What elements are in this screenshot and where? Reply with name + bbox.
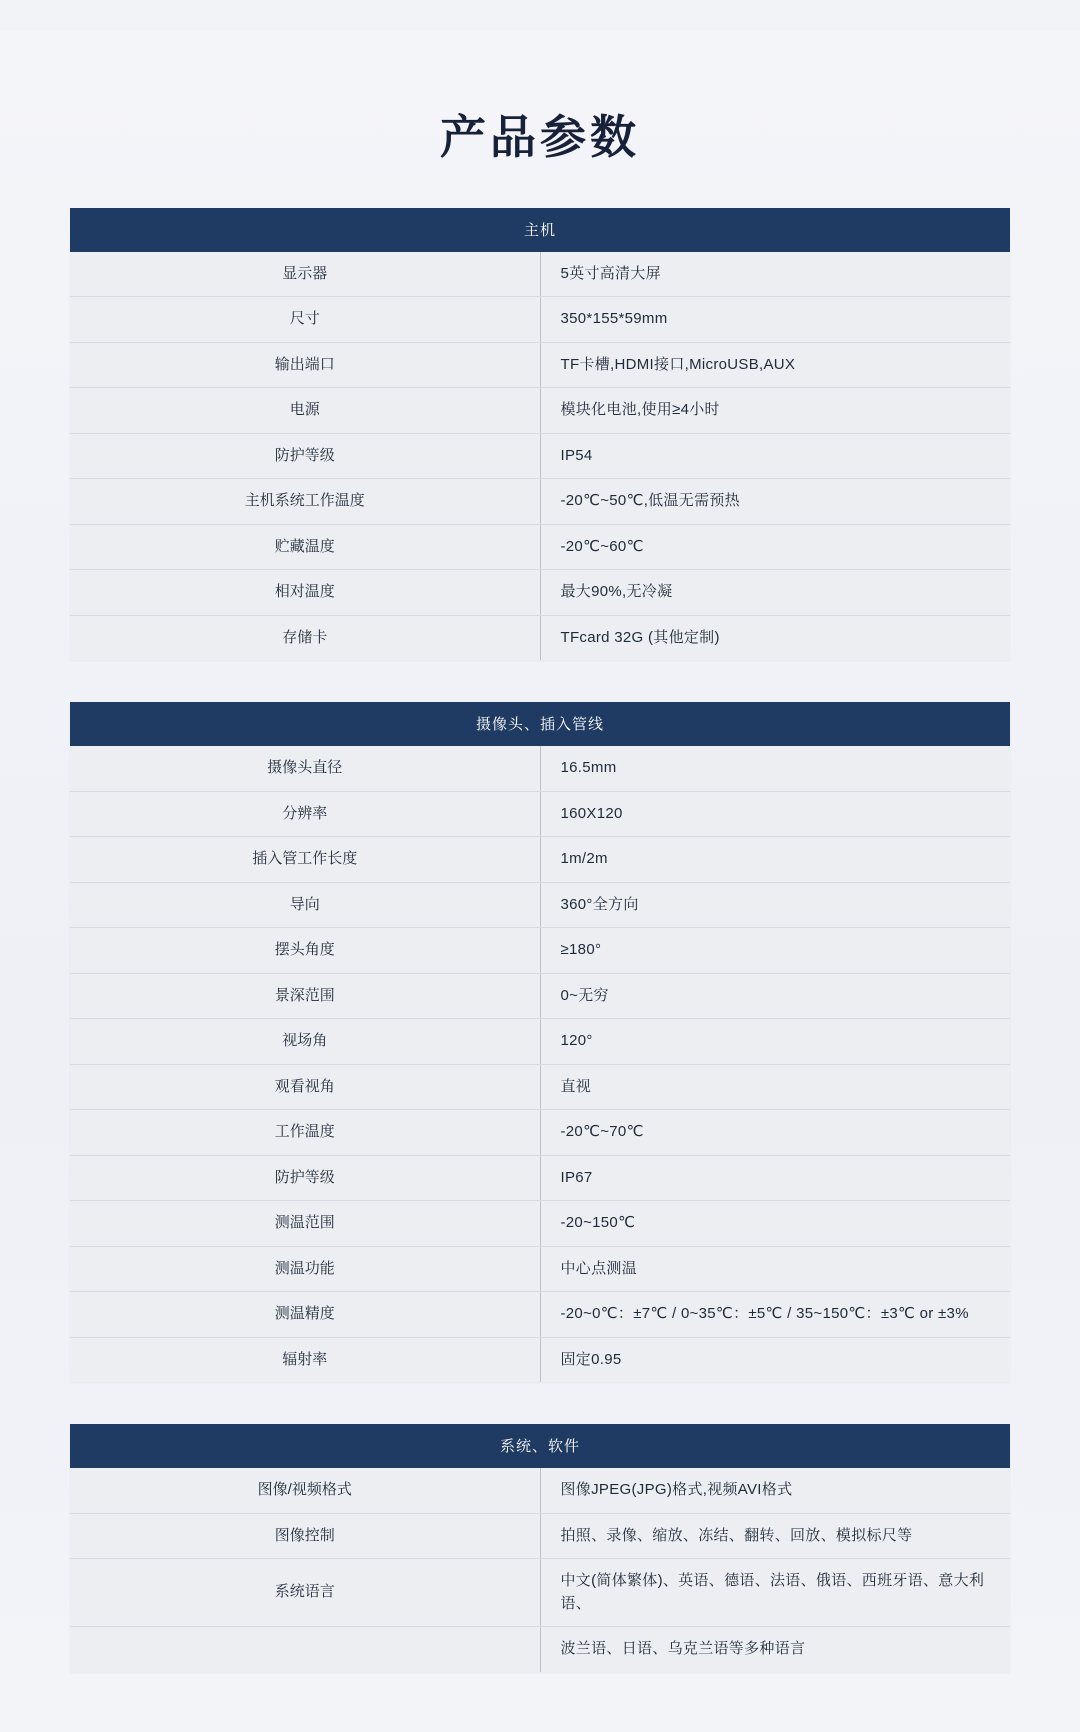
table-row <box>70 524 1010 570</box>
spec-label: 防护等级 <box>70 433 540 479</box>
section-header-row <box>70 208 1010 252</box>
spec-label: 测温范围 <box>70 1201 540 1247</box>
table-row <box>70 791 1010 837</box>
spec-label: 贮藏温度 <box>70 524 540 570</box>
spec-value: -20~0℃：±7℃ / 0~35℃：±5℃ / 35~150℃：±3℃ or ±3% <box>540 1292 1010 1338</box>
page-title: 产品参数 <box>440 110 640 163</box>
spec-value: 0~无穷 <box>540 973 1010 1019</box>
spec-value: IP54 <box>540 433 1010 479</box>
table-row <box>70 615 1010 660</box>
spec-label: 插入管工作长度 <box>70 837 540 883</box>
table-row <box>70 1019 1010 1065</box>
spec-label: 图像/视频格式 <box>70 1468 540 1513</box>
spec-label: 测温精度 <box>70 1292 540 1338</box>
spec-value: 中心点测温 <box>540 1246 1010 1292</box>
spec-label: 分辨率 <box>70 791 540 837</box>
table-row <box>70 1155 1010 1201</box>
spec-value: 拍照、录像、缩放、冻结、翻转、回放、模拟标尺等 <box>540 1513 1010 1559</box>
spec-label: 输出端口 <box>70 342 540 388</box>
spec-value: 中文(简体繁体)、英语、德语、法语、俄语、西班牙语、意大利语、 <box>540 1559 1010 1627</box>
spec-label: 辐射率 <box>70 1337 540 1382</box>
product-spec-page <box>0 31 1080 1732</box>
spec-label: 景深范围 <box>70 973 540 1019</box>
spec-value: 直视 <box>540 1064 1010 1110</box>
table-row <box>70 1110 1010 1156</box>
spec-label: 存储卡 <box>70 615 540 660</box>
table-row <box>70 928 1010 974</box>
spec-label: 工作温度 <box>70 1110 540 1156</box>
spec-value: 360°全方向 <box>540 882 1010 928</box>
table-row <box>70 1292 1010 1338</box>
spec-value: 1m/2m <box>540 837 1010 883</box>
spec-label: 系统语言 <box>70 1559 540 1627</box>
spec-table-camera <box>70 702 1010 1382</box>
spec-label: 测温功能 <box>70 1246 540 1292</box>
spec-table-host <box>70 208 1010 661</box>
spec-label: 主机系统工作温度 <box>70 479 540 525</box>
spec-label: 摄像头直径 <box>70 746 540 791</box>
spec-label: 观看视角 <box>70 1064 540 1110</box>
spec-value: TF卡槽,HDMI接口,MicroUSB,AUX <box>540 342 1010 388</box>
spec-label: 相对温度 <box>70 570 540 616</box>
table-row <box>70 1246 1010 1292</box>
spec-value: 波兰语、日语、乌克兰语等多种语言 <box>540 1627 1010 1672</box>
spec-value: 160X120 <box>540 791 1010 837</box>
table-row <box>70 570 1010 616</box>
spec-label: 电源 <box>70 388 540 434</box>
table-row <box>70 252 1010 297</box>
table-row <box>70 746 1010 791</box>
section-header-row <box>70 702 1010 746</box>
spec-label: 显示器 <box>70 252 540 297</box>
spec-value: TFcard 32G (其他定制) <box>540 615 1010 660</box>
section-title: 主机 <box>70 208 1010 252</box>
spec-value: 16.5mm <box>540 746 1010 791</box>
table-row <box>70 1559 1010 1627</box>
spec-value: -20℃~50℃,低温无需预热 <box>540 479 1010 525</box>
spec-value: 图像JPEG(JPG)格式,视频AVI格式 <box>540 1468 1010 1513</box>
spec-value: 120° <box>540 1019 1010 1065</box>
table-row <box>70 837 1010 883</box>
table-row <box>70 1468 1010 1513</box>
spec-label: 尺寸 <box>70 297 540 343</box>
spec-label: 摆头角度 <box>70 928 540 974</box>
table-row <box>70 433 1010 479</box>
spec-value: -20℃~70℃ <box>540 1110 1010 1156</box>
section-title: 系统、软件 <box>70 1424 1010 1468</box>
spec-label: 防护等级 <box>70 1155 540 1201</box>
table-row <box>70 1627 1010 1672</box>
section-title: 摄像头、插入管线 <box>70 702 1010 746</box>
section-header-row <box>70 1424 1010 1468</box>
spec-value: ≥180° <box>540 928 1010 974</box>
spec-label-empty <box>70 1627 540 1672</box>
table-row <box>70 342 1010 388</box>
spec-value: 模块化电池,使用≥4小时 <box>540 388 1010 434</box>
spec-label: 导向 <box>70 882 540 928</box>
spec-tables-container <box>70 208 1010 1672</box>
spec-value: 350*155*59mm <box>540 297 1010 343</box>
spec-value: 最大90%,无冷凝 <box>540 570 1010 616</box>
spec-label: 图像控制 <box>70 1513 540 1559</box>
spec-value: -20℃~60℃ <box>540 524 1010 570</box>
spec-value: -20~150℃ <box>540 1201 1010 1247</box>
table-row <box>70 388 1010 434</box>
table-row <box>70 1513 1010 1559</box>
table-row <box>70 973 1010 1019</box>
table-row <box>70 882 1010 928</box>
table-row <box>70 297 1010 343</box>
table-row <box>70 1201 1010 1247</box>
table-row <box>70 1064 1010 1110</box>
spec-value: IP67 <box>540 1155 1010 1201</box>
spec-value: 5英寸高清大屏 <box>540 252 1010 297</box>
spec-label: 视场角 <box>70 1019 540 1065</box>
spec-table-software <box>70 1424 1010 1672</box>
spec-value: 固定0.95 <box>540 1337 1010 1382</box>
table-row <box>70 1337 1010 1382</box>
table-row <box>70 479 1010 525</box>
